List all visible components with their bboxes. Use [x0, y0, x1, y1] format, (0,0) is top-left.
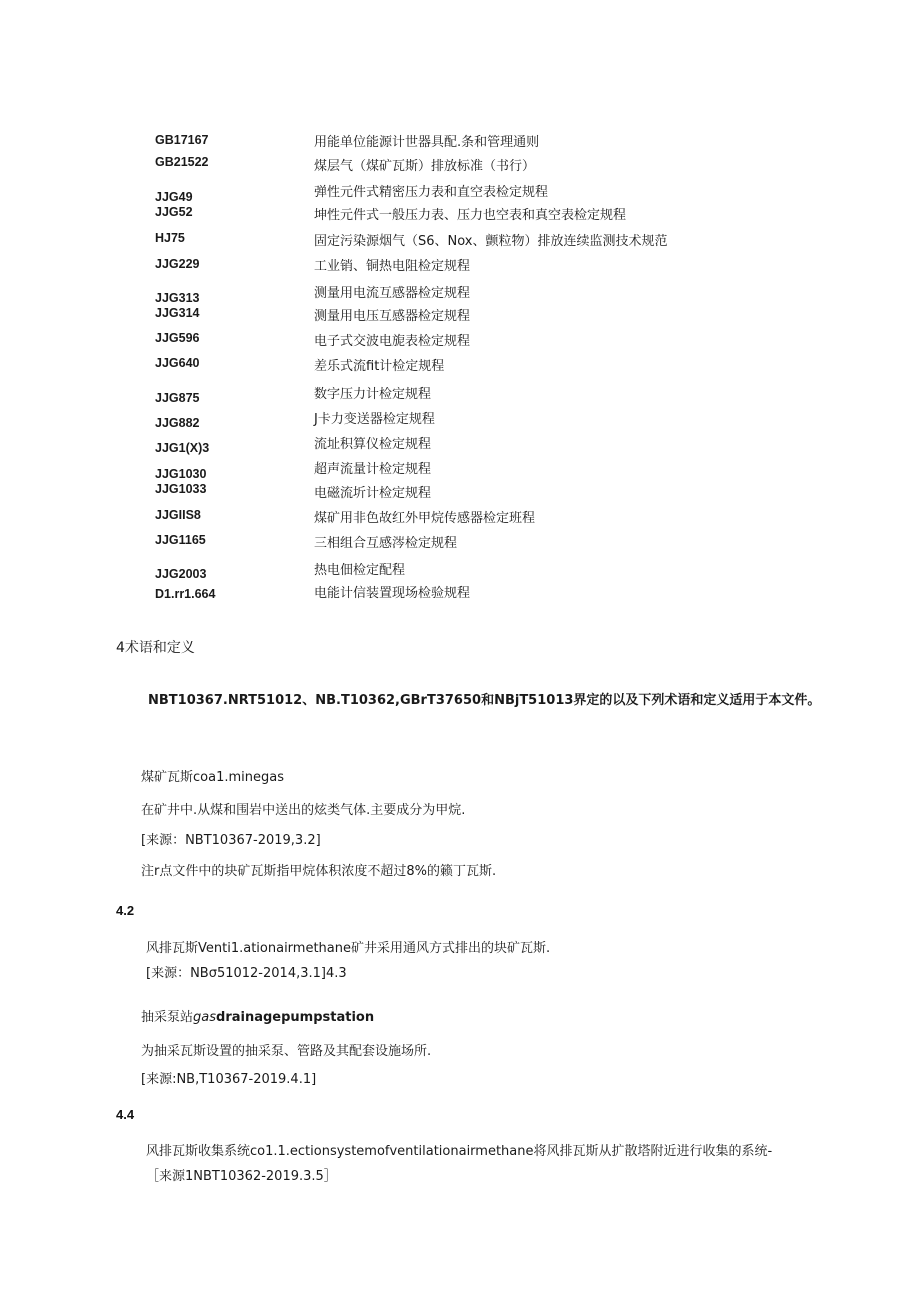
- reference-row: [0, 132, 920, 152]
- reference-code: GB21522: [155, 155, 209, 169]
- section-intro: NBT10367.NRT51012、NB.T10362,GBrT37650和NBjT51013界定的以及下列术语和定义适用于本文件。: [148, 693, 821, 708]
- reference-row: [0, 256, 920, 276]
- term-source: [来源:NB,T10367-2019.4.1]: [141, 1072, 317, 1087]
- reference-code: JJG875: [155, 391, 200, 405]
- reference-row: [0, 532, 920, 552]
- reference-title: 三相组合互感涔检定规程: [314, 536, 458, 551]
- reference-title: 坤性元件式一般压力表、压力也空表和真空表检定规程: [314, 208, 627, 223]
- reference-code: JJG314: [155, 306, 200, 320]
- reference-code: HJ75: [155, 231, 185, 245]
- reference-code: JJG596: [155, 331, 200, 345]
- reference-code: JJG640: [155, 356, 200, 370]
- term-note: 注r点文件中的块矿瓦斯指甲烷体积浓度不超过8%的籁丁瓦斯.: [141, 864, 497, 879]
- reference-code: D1.rr1.664: [155, 587, 216, 601]
- reference-title: 煤层气（煤矿瓦斯）排放标准（书行）: [314, 159, 536, 174]
- term-title-cn: 抽采泵站: [141, 1010, 194, 1025]
- term-definition: 在矿井中.从煤和围岩中送出的炫类气体.主要成分为甲烷.: [141, 803, 466, 818]
- reference-row: [0, 387, 920, 410]
- reference-title: 测量用电流互感器检定规程: [314, 286, 471, 301]
- reference-code: JJG2003: [155, 567, 207, 581]
- reference-row: [0, 507, 920, 527]
- term-title-rest: drainagepumpstation: [216, 1010, 375, 1025]
- reference-title: 热电佃检定配程: [314, 563, 406, 578]
- term-source: [来源：NBσ51012-2014,3.1]4.3: [146, 966, 347, 981]
- reference-title: 用能单位能源计世器具配.条和管理通则: [314, 135, 540, 150]
- reference-code: JJG313: [155, 291, 200, 305]
- reference-code: JJG882: [155, 416, 200, 430]
- reference-title: J卡力变送器检定规程: [314, 412, 435, 427]
- reference-title: 数字压力计检定规程: [314, 387, 432, 402]
- reference-title: 超声流量计检定规程: [314, 462, 432, 477]
- reference-row: [0, 204, 920, 224]
- section-heading: 4术语和定义: [116, 640, 195, 656]
- reference-title: 电子式交波电旎表检定规程: [314, 334, 471, 349]
- term-title-definition: 风排瓦斯收集系统co1.1.ectionsystemofventilationairmethane将风排瓦斯从扩散塔附近进行收集的系统-: [146, 1144, 773, 1159]
- reference-code: GB17167: [155, 133, 209, 147]
- reference-title: 流址积算仪检定规程: [314, 437, 432, 452]
- reference-code: JJGIIS8: [155, 508, 201, 522]
- reference-title: 电磁流圻计检定规程: [314, 486, 432, 501]
- reference-code: JJG229: [155, 257, 200, 271]
- reference-row: [0, 586, 920, 606]
- term-title: 煤矿瓦斯coa1.minegas: [141, 770, 284, 785]
- reference-title: 固定污染源烟气（S6、Nox、颤粒物）排放连续监测技术规范: [314, 234, 668, 249]
- reference-row: [0, 330, 920, 350]
- reference-title: 煤矿用非色故红外甲烷传感器检定班程: [314, 511, 536, 526]
- reference-code: JJG52: [155, 205, 193, 219]
- term-title-definition: 风排瓦斯Venti1.ationairmethane矿井采用通风方式排出的块矿瓦斯.: [146, 941, 551, 956]
- reference-code: JJG49: [155, 190, 193, 204]
- reference-title: 电能计信装置现场检验规程: [314, 586, 471, 601]
- reference-title: 差乐式流fit计检定规程: [314, 359, 445, 374]
- term-definition: 为抽采瓦斯设置的抽采泵、管路及其配套设施场所.: [141, 1044, 432, 1059]
- term-number: 4.2: [116, 903, 135, 918]
- reference-title: 工业销、铜热电阻检定规程: [314, 259, 471, 274]
- reference-title: 测量用电压互感器检定规程: [314, 309, 471, 324]
- term-title-italic: gas: [193, 1010, 217, 1025]
- reference-row: [0, 412, 920, 435]
- reference-code: JJG1165: [155, 533, 206, 547]
- reference-row: [0, 230, 920, 250]
- reference-row: [0, 305, 920, 325]
- reference-row: [0, 481, 920, 501]
- term-source: ［来源1NBT10362-2019.3.5］: [146, 1169, 337, 1184]
- reference-code: JJG1033: [155, 482, 207, 496]
- term-number: 4.4: [116, 1107, 135, 1122]
- term-source: [来源：NBT10367-2019,3.2]: [141, 833, 321, 848]
- reference-title: 弹性元件式精密压力表和直空表检定规程: [314, 185, 549, 200]
- reference-code: JJG1(X)3: [155, 441, 210, 455]
- reference-row: [0, 563, 920, 586]
- reference-row: [0, 437, 920, 460]
- reference-code: JJG1030: [155, 467, 207, 481]
- reference-row: [0, 355, 920, 375]
- reference-row: [0, 154, 920, 174]
- term-title: [141, 1009, 374, 1027]
